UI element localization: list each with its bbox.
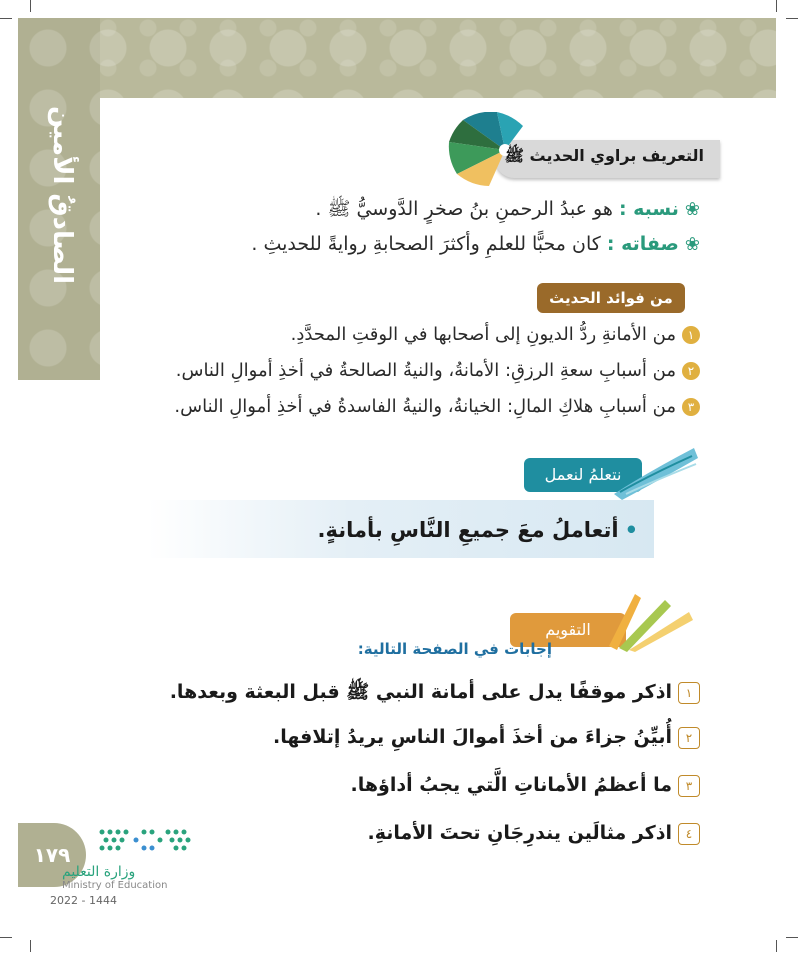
narrator-section-header bbox=[445, 112, 720, 186]
open-book-icon bbox=[608, 442, 700, 502]
benefit-text: من أسبابِ هلاكِ المالِ: الخيانةُ، والنيةُ الفاسدةُ في أخذِ أموالِ الناس. bbox=[174, 396, 676, 417]
benefit-text: من الأمانةِ ردُّ الديونِ إلى أصحابها في الوقتِ المحدَّدِ. bbox=[290, 324, 676, 345]
learn-statement bbox=[317, 518, 638, 542]
evaluation-question bbox=[273, 726, 700, 749]
benefit-text: من أسبابِ سعةِ الرزقِ: الأمانةُ، والنيةُ الصالحةُ في أخذِ أموالِ الناس. bbox=[175, 360, 676, 381]
edition-year: 2022 - 1444 bbox=[50, 894, 117, 907]
crop-mark bbox=[0, 18, 12, 19]
traits-key: صفاته : bbox=[606, 233, 679, 255]
ministry-name-arabic: وزارة التعليم bbox=[62, 864, 136, 880]
evaluation-question bbox=[368, 822, 700, 845]
page-number-badge: ١٧٩ bbox=[18, 823, 86, 887]
learn-bullet: • bbox=[624, 518, 638, 542]
answers-note: إجابات في الصفحة التالية: bbox=[357, 640, 552, 658]
crop-mark bbox=[0, 937, 12, 938]
learn-statement-text: أتعاملُ معَ جميعِ النَّاسِ بأمانةٍ. bbox=[317, 518, 619, 542]
question-text: اذكر موقفًا يدل على أمانة النبي ﷺ قبل البعثة وبعدها. bbox=[169, 681, 672, 703]
crop-mark bbox=[786, 937, 798, 938]
benefits-section-tag: من فوائد الحديث bbox=[537, 283, 685, 313]
crop-mark bbox=[776, 940, 777, 952]
benefit-item bbox=[174, 396, 700, 417]
question-text: أُبيِّنُ جزاءَ من أخذَ أموالَ الناسِ يريدُ إتلافها. bbox=[273, 726, 672, 748]
traits-line bbox=[251, 233, 700, 255]
question-number: ٢ bbox=[678, 727, 700, 749]
lineage-key: نسبه : bbox=[618, 198, 679, 220]
benefit-item bbox=[176, 360, 700, 381]
question-number: ٤ bbox=[678, 823, 700, 845]
crop-mark bbox=[786, 18, 798, 19]
narrator-header-label: التعريف براوي الحديث ﷺ bbox=[504, 146, 704, 165]
evaluation-question bbox=[351, 774, 700, 797]
evaluation-question bbox=[170, 680, 700, 708]
ministry-logo-icon bbox=[96, 826, 192, 862]
question-number: ١ bbox=[678, 682, 700, 704]
crop-mark bbox=[30, 940, 31, 952]
flower-bullet-icon: ❀ bbox=[684, 199, 700, 220]
question-number: ٣ bbox=[678, 775, 700, 797]
benefit-item bbox=[291, 324, 700, 345]
learn-section-tag: نتعلمُ لنعمل bbox=[524, 458, 642, 492]
unit-title: الصادقُ الأمين bbox=[47, 105, 77, 285]
top-decor-band bbox=[18, 18, 776, 98]
crop-mark bbox=[776, 0, 777, 12]
lineage-line bbox=[315, 197, 700, 225]
pen-nib-icon bbox=[605, 590, 695, 652]
ministry-name-english: Ministry of Education bbox=[62, 880, 168, 891]
flower-bullet-icon: ❀ bbox=[684, 234, 700, 255]
question-text: ما أعظمُ الأماناتِ الَّتي يجبُ أداؤها. bbox=[350, 774, 672, 796]
crop-mark bbox=[30, 0, 31, 12]
benefit-number: ١ bbox=[682, 326, 700, 344]
evaluation-section-tag: التقويم bbox=[510, 613, 626, 647]
benefit-number: ٢ bbox=[682, 362, 700, 380]
question-text: اذكر مثالَين يندرِجَانِ تحتَ الأمانةِ. bbox=[367, 822, 672, 844]
benefit-number: ٣ bbox=[682, 398, 700, 416]
traits-text: كان محبًّا للعلمِ وأكثرَ الصحابةِ روايةً للحديثِ . bbox=[251, 233, 601, 255]
lineage-text: هو عبدُ الرحمنِ بنُ صخرٍ الدَّوسيُّ ﷺ . bbox=[315, 198, 613, 220]
